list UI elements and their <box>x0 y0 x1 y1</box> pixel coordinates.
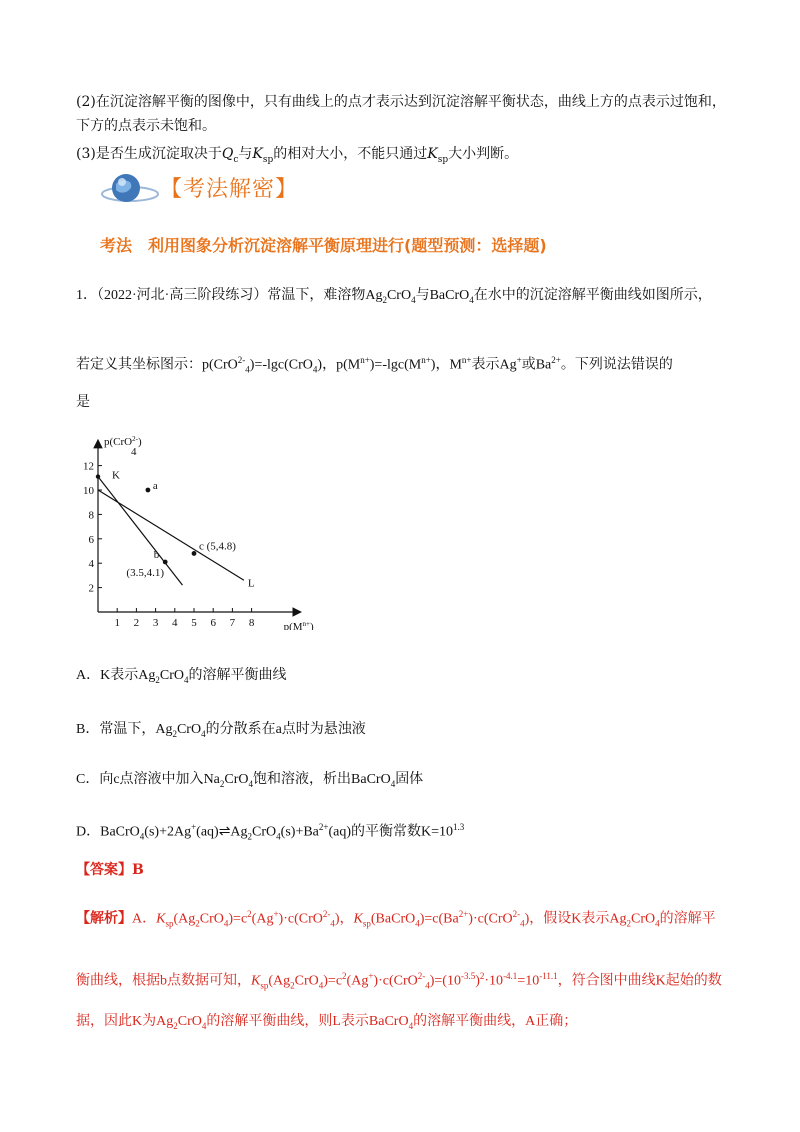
question-line-1: 1．（2022·河北·高三阶段练习）常温下，难溶物$Ag_2CrO_4$与BaCrO$_4$在水中的沉淀溶解平衡曲线如图所示， <box>76 288 712 305</box>
y-tick-label: 12 <box>83 460 94 473</box>
y-tick-label: 6 <box>88 533 94 546</box>
x-tick-label: 8 <box>248 617 255 629</box>
data-point <box>146 488 151 493</box>
x-tick-label: 1 <box>114 617 120 629</box>
section-banner <box>100 170 320 206</box>
y-axis-label: p(CrO$^{2-}$) <box>104 435 142 449</box>
question-line-2: 若定义其坐标图示：p(CrO$^{2-}_4$)=-lgc(CrO$_4$)，$p(M^{n+})=-\lg c(M^{n+})$，$M^{n+}$表示Ag+或$Ba^{2+}$。下列说法错误的 <box>76 355 673 375</box>
banner-title: 【考法解密】 <box>160 177 299 202</box>
globe-icon <box>100 170 160 206</box>
x-tick-label: 2 <box>133 617 140 629</box>
option-a: A．K表示$Ag_2CrO_4$的溶解平衡曲线 <box>76 668 287 685</box>
y-tick-label: 10 <box>83 485 94 497</box>
data-point <box>163 560 168 565</box>
x-tick-label: 3 <box>152 617 159 629</box>
point-label-b: b <box>153 548 160 561</box>
y-tick-label: 2 <box>88 582 94 595</box>
x-axis-label: $p(M^{n+})$ <box>283 620 314 630</box>
curve-start-point <box>96 474 100 478</box>
explanation-line-3: 据，因此K为$Ag_2CrO_4$的溶解平衡曲线，则L表示BaCrO$_4$的溶解平衡曲线，A正确； <box>76 1014 578 1031</box>
option-c: C．向c点溶液中加入$Na_2CrO_4$饱和溶液，析出BaCrO$_4$固体 <box>76 772 424 789</box>
data-point <box>192 551 197 556</box>
series-label-L: L <box>247 577 255 590</box>
x-tick-label: 7 <box>229 617 236 629</box>
point-label-a: a <box>152 480 158 492</box>
series-label-K: K <box>112 469 120 482</box>
x-tick-label: 5 <box>191 617 197 629</box>
y-tick-label: 8 <box>88 509 94 522</box>
point-label-c: c (5,4.8) <box>199 540 236 553</box>
solubility-chart <box>76 420 356 634</box>
x-tick-label: 4 <box>172 617 178 629</box>
y-axis-label-sub: 4 <box>131 446 137 459</box>
section-title: 考法 利用图象分析沉淀溶解平衡原理进行(题型预测：选择题) <box>100 236 547 255</box>
y-tick-label: 4 <box>88 558 94 571</box>
x-tick-label: 6 <box>210 617 216 629</box>
note-3: (3)是否生成沉淀取决于$Q_c$与$K_{sp}$的相对大小，不能只通过$K_{sp}$大小判断。 <box>76 146 519 165</box>
note-2: (2)在沉淀溶解平衡的图像中，只有曲线上的点才表示达到沉淀溶解平衡状态，曲线上方的点表示过饱和，下方的点表示未饱和。 <box>76 94 726 134</box>
option-b: B．常温下，$Ag_2CrO_4$的分散系在a点时为悬浊液 <box>76 722 366 739</box>
explanation-line-1: 【解析】A．$K_{sp}(Ag_2CrO_4)=c^2(Ag^+)\cdot c(CrO^{2-}_4)$，$K_{sp}(BaCrO_4)=c(Ba^{2+})\cdot c(CrO^{2-}_4)$，假设K表示$Ag_2CrO_4$的溶解平 <box>76 909 716 929</box>
chart-svg <box>76 420 356 630</box>
answer-label: 【答案】B <box>76 862 144 878</box>
explanation-line-2: 衡曲线，根据b点数据可知，$K_{sp}(Ag_2CrO_4)=c^2(Ag^+)\cdot c(CrO^{2-}_4)=(10^{-3.5})^2\cdot 10^{-4.1}=10^{-11.1}$，符合图中曲线K起始的数 <box>76 971 722 991</box>
question-line-3: 是 <box>76 394 90 410</box>
point-label-b-coords: (3.5,4.1) <box>126 566 164 579</box>
option-d: D．$BaCrO_4(s)+2Ag^+(aq)\rightleftharpoons Ag_2CrO_4(s)+Ba^{2+}(aq)$的平衡常数$K=10^{1.3}$ <box>76 822 465 842</box>
series-line-L <box>98 490 244 580</box>
